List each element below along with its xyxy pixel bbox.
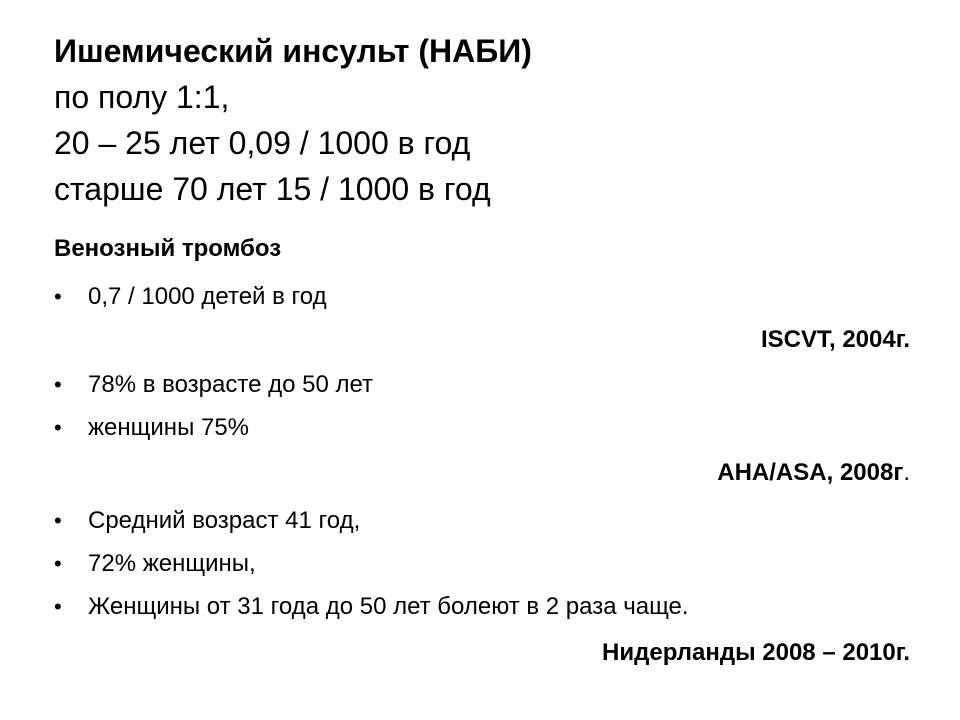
list-item-text: женщины 75% [88,414,250,441]
bullet-icon: • [54,508,62,533]
bullet-icon: • [54,415,62,440]
source-citation-text: AHA/ASA, 2008г [717,459,904,486]
list-item-text: 78% в возрасте до 50 лет [88,371,374,398]
bullet-icon: • [54,551,62,576]
title-line-age-70-plus: старше 70 лет 15 / 1000 в год [54,171,491,207]
list-item [54,505,360,537]
title-line-age-20-25: 20 – 25 лет 0,09 / 1000 в год [54,125,471,161]
title-block [54,28,914,212]
source-citation: ISCVT, 2004г. [760,326,910,353]
title-line-sex-ratio: по полу 1:1, [54,79,230,115]
source-citation-period: . [903,459,910,486]
source-citation: Нидерланды 2008 – 2010г. [602,639,910,666]
list-item-text: Средний возраст 41 год, [88,507,361,534]
source-citation [717,457,910,489]
list-item-text: Женщины от 31 года до 50 лет болеют в 2 раза чаще. [88,593,689,620]
bullet-icon: • [54,372,62,397]
list-item [54,548,256,580]
list-item [54,591,689,623]
list-item-text: 72% женщины, [88,550,256,577]
slide-title: Ишемический инсульт (НАБИ) [54,33,532,69]
list-item [54,281,327,313]
bullet-icon: • [54,594,62,619]
list-item [54,412,249,444]
bullet-icon: • [54,284,62,309]
list-item-text: 0,7 / 1000 детей в год [88,283,327,310]
section-heading-venous-thrombosis: Венозный тромбоз [54,235,282,262]
list-item [54,369,373,401]
